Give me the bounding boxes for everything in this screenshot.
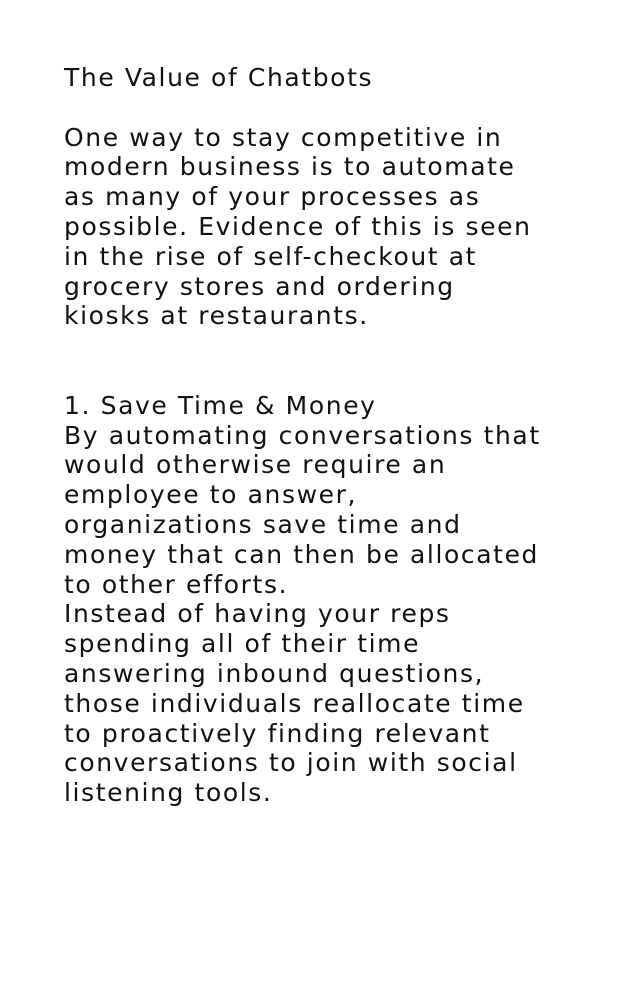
intro-line: grocery stores and ordering <box>64 271 455 301</box>
section-line: conversations to join with social <box>64 748 518 778</box>
section-heading: 1. Save Time & Money <box>64 390 377 420</box>
section-line: would otherwise require an <box>64 450 447 480</box>
spacer <box>64 331 584 391</box>
section-line: those individuals reallocate time <box>64 688 525 718</box>
section-line: spending all of their time <box>64 629 421 659</box>
document-title: The Value of Chatbots <box>64 63 374 92</box>
section-line: listening tools. <box>64 778 273 808</box>
intro-line: One way to stay competitive in <box>64 122 503 152</box>
section-line: answering inbound questions, <box>64 658 485 688</box>
intro-line: as many of your processes as <box>64 182 481 212</box>
intro-line: possible. Evidence of this is seen <box>64 211 532 241</box>
section-paragraph <box>64 421 584 808</box>
section-line: to proactively finding relevant <box>64 718 491 748</box>
section-line: money that can then be allocated <box>64 539 540 569</box>
section-line: Instead of having your reps <box>64 599 451 629</box>
section-line: By automating conversations that <box>64 420 541 450</box>
document-page <box>64 63 584 808</box>
intro-paragraph <box>64 123 584 332</box>
section-line: organizations save time and <box>64 509 462 539</box>
intro-line: kiosks at restaurants. <box>64 301 369 331</box>
section-line: employee to answer, <box>64 480 358 510</box>
intro-line: modern business is to automate <box>64 152 516 182</box>
spacer <box>64 93 584 123</box>
section-line: to other efforts. <box>64 569 289 599</box>
intro-line: in the rise of self-checkout at <box>64 241 478 271</box>
